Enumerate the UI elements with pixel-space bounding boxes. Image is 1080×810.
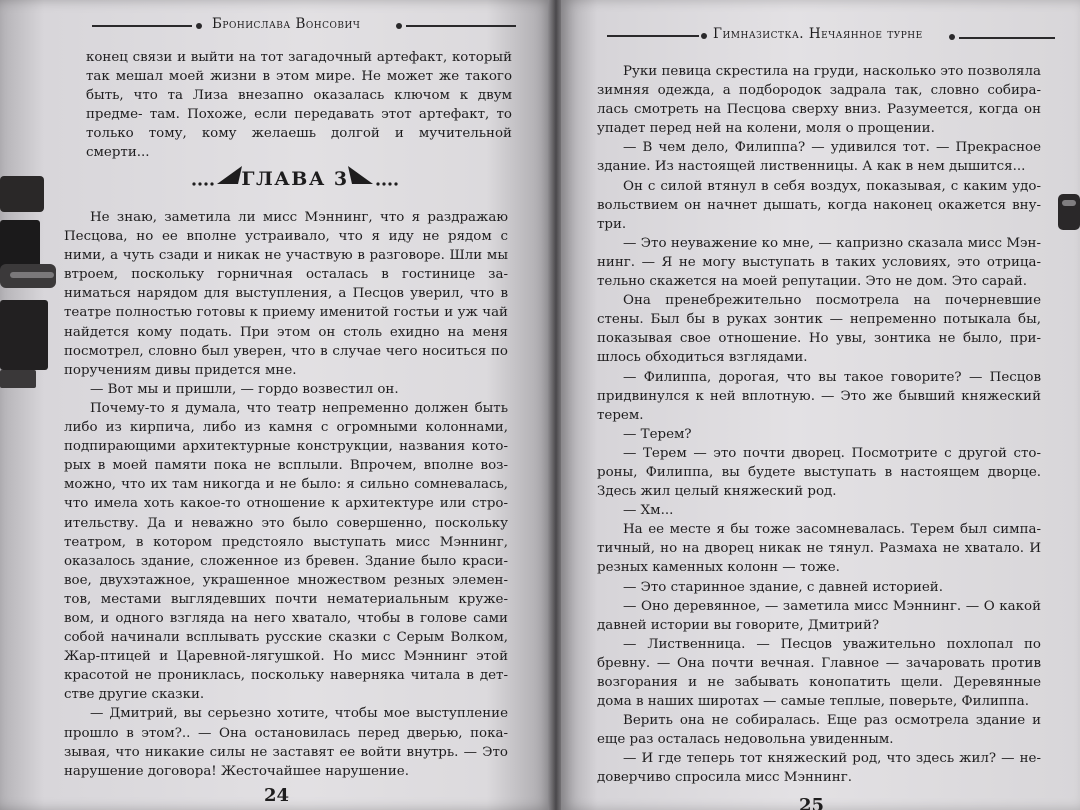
right-page <box>561 0 1080 810</box>
text-line: нинг. — Я не могу выступать в таких условиях, это отрица- <box>597 254 1041 270</box>
paragraph <box>597 635 1041 711</box>
text-line: показывая свое отношение. Но увы, зонтика не было, при- <box>597 331 1041 347</box>
paragraph <box>597 578 1041 597</box>
text-line: оказалось здание, сложенное из бревен. Здание было краси- <box>64 553 508 569</box>
text-line: тичный, но на дворец никак не тянул. Размаха не хватало. <box>597 541 1025 557</box>
text-line: Не знаю, заметила ли мисс Мэннинг, что я раздражаю <box>90 210 508 225</box>
header-dot-left <box>701 33 707 39</box>
text-line: лась смотреть на Песцова сверху вниз. Разумеется, когда он <box>597 102 1041 118</box>
text-line: Он с силой втянул в себя воздух, показывая, с каким удо- <box>623 178 1041 194</box>
paragraph <box>64 399 508 705</box>
chapter-title: ГЛАВА 3 <box>241 168 349 190</box>
text-line: вольствием он начнет дышать, когда наконец окажется вну- <box>597 197 1041 213</box>
text-line: с ними, а чуть сзади и никак не участвую в разговоре. Шли <box>64 229 508 264</box>
paragraph <box>64 380 508 399</box>
chapter-heading <box>80 160 510 200</box>
text-line: — Хм... <box>623 503 674 519</box>
paragraph <box>597 234 1041 291</box>
left-running-header: Бронислава Вонсович <box>212 16 361 32</box>
text-line: подпирающими архитектурные конструкции, названия кото- <box>64 439 508 455</box>
left-top-text <box>86 48 512 163</box>
text-line: что имела хоть какое-то отношение к архитектуре или стро- <box>64 496 508 512</box>
text-line: там. Похоже, если передавать этот артефакт, то только тому, <box>86 107 512 142</box>
header-dot-right <box>396 23 402 29</box>
header-rule-left <box>607 35 699 37</box>
paragraph <box>597 520 1041 577</box>
text-line: Она пренебрежительно посмотрела на почерневшие <box>623 293 1041 309</box>
text-line: собой начинали всплывать русские сказки с Серым Волком, <box>64 630 508 646</box>
page-number-right: 25 <box>799 795 825 810</box>
text-line: ниматься нарядом для выступления, а Песцов уверил, что <box>64 286 495 302</box>
paragraph <box>597 62 1041 138</box>
text-line: кому желаешь долгой и мучительной смерти... <box>86 126 512 161</box>
text-line: — Это старинное здание, с давней историей. <box>623 579 943 595</box>
text-line: — Филиппа, дорогая, что вы такое говорите? — Песцов <box>623 369 1041 385</box>
paragraph <box>597 368 1041 425</box>
paragraph <box>597 749 1041 787</box>
text-line: вое, двухэтажное, украшенное множеством резных элемен- <box>64 572 508 588</box>
text-line: упадет перед ней на колени, моля о прощении. <box>597 121 935 137</box>
text-line: — Это неуважение ко мне, — капризно сказала мисс Мэн- <box>623 235 1041 251</box>
text-line: роны, Филиппа, вы будете выступать в настоящем дворце. <box>597 464 1041 480</box>
text-line: прошло в этом?.. — Она остановилась перед дверью, пока- <box>64 725 508 741</box>
text-line: — В чем дело, Филиппа? — удивился тот. — Прекрасное <box>623 140 1041 156</box>
paragraph <box>86 48 512 163</box>
paragraph <box>597 501 1041 520</box>
text-line: конец связи и выйти на тот загадочный артефакт, который <box>86 50 512 65</box>
text-line: здание. Из настоящей лиственницы. А как в нем дышится... <box>597 159 1026 175</box>
text-line: — Терем — это почти дворец. Посмотрите с другой сто- <box>623 445 1041 461</box>
paragraph <box>64 704 508 780</box>
text-line: шлось обходиться взглядами. <box>597 350 808 366</box>
paragraph <box>64 208 508 380</box>
text-line: в театре полностью готовы к приему именитой гостьи и уж <box>64 286 508 321</box>
text-line: терем. <box>597 407 644 423</box>
text-line: доверчиво спросила мисс Мэннинг. <box>597 770 852 786</box>
left-body-text <box>64 208 508 781</box>
paragraph <box>597 711 1041 749</box>
text-line: — Дмитрий, вы серьезно хотите, чтобы мое выступление <box>90 706 508 722</box>
text-line: рых в моей памяти пока не всплыли. Впрочем, вполне воз- <box>64 458 508 474</box>
text-line: придвинулся к ней вплотную. — Это же бывший княжеский <box>597 388 1041 404</box>
paragraph <box>597 177 1041 234</box>
header-dot-right <box>949 34 955 40</box>
header-dot-left <box>196 23 202 29</box>
text-line: Песцова, но ее вполне устраивало, что я иду не рядом <box>64 229 492 245</box>
text-line: чай найдется кому подать. При этом он столь ехидно на меня <box>64 305 508 340</box>
text-line: красотой не прониклась, поскольку наверняка читала в дет- <box>64 668 508 684</box>
text-line: зимняя одежда, а подбородок задрала так, словно собира- <box>597 83 1041 99</box>
text-line: Здесь жил целый княжеский род. <box>597 484 837 500</box>
paragraph <box>597 597 1041 635</box>
paragraph <box>597 138 1041 176</box>
page-number-left: 24 <box>264 785 290 806</box>
text-line: тельно скажется на моей репутации. Это не дом. Это сарай. <box>597 274 1027 290</box>
header-rule-right <box>959 37 1055 39</box>
text-line: — Терем? <box>623 426 692 442</box>
text-line: давней истории вы говорите, Дмитрий? <box>597 617 880 633</box>
binder-clip-right <box>1052 190 1080 238</box>
text-line: и еще раз осталась недовольна увиденным. <box>597 713 1041 748</box>
text-line: ительству. Да и неважно это было совершенно, поскольку <box>64 515 508 531</box>
right-body-text <box>597 62 1041 788</box>
text-line: посмотрел, словно был уверен, что в случае чего носиться <box>64 343 487 359</box>
right-running-header: Гимназистка. Нечаянное турне <box>713 26 923 42</box>
text-line: вом, и одного взгляда на него хватало, чтобы в голове сами <box>64 610 508 626</box>
binder-clip-left <box>0 168 62 390</box>
paragraph <box>597 444 1041 501</box>
text-line: Верить она не собиралась. Еще раз осмотрела здание <box>623 713 1026 729</box>
header-rule-right <box>406 25 516 27</box>
paragraph <box>597 425 1041 444</box>
text-line: — Лиственница. — Песцов уважительно похлопал по <box>623 636 1041 652</box>
text-line: возгорания и не забывать конопатить щели. Деревянные <box>597 675 1041 690</box>
text-line: мы втроем, поскольку горничная осталась в гостинице за- <box>64 248 508 283</box>
text-line: быть, что та Лиза внезапно оказалась ключом к двум предме- <box>86 88 512 123</box>
text-line: дома в наших широтах — самые теплые, поверьте, Филиппа. <box>597 694 1030 710</box>
text-line: стены. Был бы в руках зонтик — непременно потыкала бы, <box>597 312 1041 328</box>
text-line: три. <box>597 216 627 232</box>
text-line: зывая, что никакие силы не заставят ее войти внутрь. — Это <box>64 744 508 760</box>
text-line: — Вот мы и пришли, — гордо возвестил он. <box>90 381 399 397</box>
text-line: стве другие сказки. <box>64 687 205 703</box>
text-line: по поручениям дивы придется мне. <box>64 343 508 378</box>
text-line: театром, в котором предстояло выступать мисс Мэннинг, <box>64 534 508 550</box>
text-line: либо из кирпича, либо из камня с огромными колоннами, <box>64 420 508 436</box>
text-line: — Оно деревянное, — заметила мисс Мэннинг. — О какой <box>623 598 1041 614</box>
text-line: Руки певица скрестила на груди, насколько это позволяла <box>623 64 1041 79</box>
text-line: бревну. — Она почти вечная. Главное — зачаровать против <box>597 655 1041 671</box>
text-line: тов, местами выглядевших почти нематериальным круже- <box>64 591 508 607</box>
text-line: На ее месте я бы тоже засомневалась. Терем был симпа- <box>623 522 1041 538</box>
text-line: И резных каменных колонн — тоже. <box>597 541 1041 576</box>
text-line: Почему-то я думала, что театр непременно должен быть <box>90 400 508 416</box>
text-line: нарушение договора! Жесточайшее нарушение. <box>64 763 409 779</box>
text-line: можно, что их там никогда и не было: я сильно сомневалась, <box>64 477 508 493</box>
text-line: Жар-птицей и Царевной-лягушкой. Но мисс Мэннинг этой <box>64 649 508 665</box>
paragraph <box>597 291 1041 367</box>
text-line: — И где теперь тот княжеский род, что здесь жил? — не- <box>623 751 1041 767</box>
header-rule-left <box>92 25 192 27</box>
text-line: так мешал моей жизни в этом мире. Не может же такого <box>86 69 512 85</box>
